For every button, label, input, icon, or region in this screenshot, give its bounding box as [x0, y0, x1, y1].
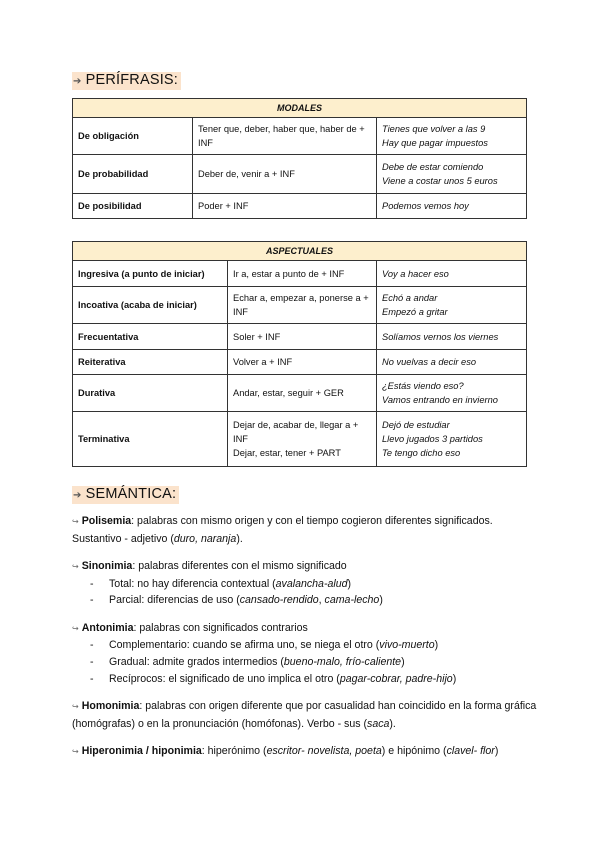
example-text: pagar-cobrar, padre-hijo — [339, 672, 453, 685]
term: Antonimia — [81, 621, 134, 634]
heading-text: PERÍFRASIS: — [85, 72, 179, 88]
text: ) — [434, 639, 439, 652]
row-label: Reiterativa — [73, 350, 228, 375]
hook-arrow-icon: ↪ — [72, 701, 79, 711]
text: Complementario: cuando se afirma uno, se niega el otro ( — [109, 639, 380, 652]
construction: Ir a, estar a punto de + INF — [228, 261, 377, 287]
table-row — [73, 287, 527, 324]
arrow-icon: ➔ — [73, 76, 82, 87]
term: Hiperonimia / hiponimia — [81, 744, 202, 757]
example: Debe de estar comiendo Viene a costar unos 5 euros — [377, 155, 527, 194]
text: ). — [236, 532, 243, 545]
example-text: bueno-malo, frío-caliente — [283, 655, 402, 668]
semantica-item — [72, 513, 542, 547]
dash-bullet: - — [90, 655, 94, 668]
term: Polisemia — [81, 515, 132, 527]
example: Solíamos vernos los viernes — [377, 324, 527, 350]
example-text: avalancha-alud — [275, 577, 348, 590]
example-text: duro, naranja — [173, 532, 237, 545]
text: : palabras diferentes con el mismo significado — [132, 559, 347, 572]
text: ) — [401, 655, 405, 668]
row-label: De obligación — [73, 118, 193, 155]
sub-item — [72, 654, 542, 671]
term: Sinonimia — [81, 559, 133, 572]
table-header: ASPECTUALES — [73, 242, 527, 261]
table-row — [73, 155, 527, 194]
example: Podemos vemos hoy — [377, 194, 527, 219]
example: Echó a andar Empezó a gritar — [377, 287, 527, 324]
example-text: saca — [367, 717, 390, 730]
table-row — [73, 118, 527, 155]
dash-bullet: - — [90, 594, 94, 607]
heading-semantica — [72, 486, 179, 504]
row-label: De posibilidad — [73, 194, 193, 219]
text: , — [318, 594, 325, 607]
heading-text: SEMÁNTICA: — [85, 486, 177, 502]
construction: Tener que, deber, haber que, haber de + INF — [193, 118, 377, 155]
text: : palabras con mismo origen y con el tiempo cogieron diferentes significados. Sustantivo - adjetivo ( — [72, 515, 493, 545]
semantica-item — [72, 620, 542, 688]
sub-item — [72, 576, 542, 593]
text: : hiperónimo ( — [201, 744, 267, 757]
text: ). — [389, 717, 396, 730]
construction: Deber de, venir a + INF — [193, 155, 377, 194]
text: Gradual: admite grados intermedios ( — [109, 655, 284, 668]
example-text: escritor- novelista, poeta — [266, 744, 382, 757]
text: ) — [452, 672, 457, 685]
example: Tienes que volver a las 9 Hay que pagar impuestos — [377, 118, 527, 155]
hook-arrow-icon: ↪ — [72, 623, 79, 633]
example: ¿Estás viendo eso? Vamos entrando en invierno — [377, 375, 527, 412]
text: : palabras con origen diferente que por casualidad han coincidido en la forma gráfica (homógrafas) o en la pronunciación (homófonas). Verbo - sus ( — [72, 699, 537, 730]
table-row — [73, 412, 527, 467]
aspectuales-table — [72, 241, 527, 467]
semantica-item — [72, 558, 542, 609]
table-row — [73, 194, 527, 219]
hook-arrow-icon: ↪ — [72, 517, 79, 526]
construction: Echar a, empezar a, ponerse a + INF — [228, 287, 377, 324]
example: Dejó de estudiar Llevo jugados 3 partidos Te tengo dicho eso — [377, 412, 527, 467]
semantica-item — [72, 743, 542, 761]
hook-arrow-icon: ↪ — [72, 746, 79, 756]
sub-item — [72, 637, 542, 654]
construction: Dejar de, acabar de, llegar a + INF Dejar, estar, tener + PART — [228, 412, 377, 467]
example-text: cama-lecho — [324, 594, 380, 607]
text: Parcial: diferencias de uso ( — [109, 594, 240, 607]
text: Total: no hay diferencia contextual ( — [109, 577, 276, 590]
text: ) — [494, 744, 499, 757]
example-text: vivo-muerto — [379, 639, 435, 652]
table-header: MODALES — [73, 99, 527, 118]
dash-bullet: - — [90, 577, 94, 590]
text: ) — [379, 594, 383, 607]
construction: Soler + INF — [228, 324, 377, 350]
table-row — [73, 324, 527, 350]
modales-table — [72, 98, 527, 219]
dash-bullet: - — [90, 639, 94, 652]
example-text: clavel- flor — [446, 744, 495, 757]
term: Homonimia — [81, 699, 140, 712]
text: Recíprocos: el significado de uno implica el otro ( — [109, 672, 340, 685]
example: Voy a hacer eso — [377, 261, 527, 287]
text: : palabras con significados contrarios — [133, 621, 308, 634]
construction: Poder + INF — [193, 194, 377, 219]
row-label: Ingresiva (a punto de iniciar) — [73, 261, 228, 287]
text: ) e hipónimo ( — [381, 744, 447, 757]
example-text: cansado-rendido — [239, 594, 319, 607]
sub-item — [72, 671, 542, 688]
text: ) — [347, 577, 352, 590]
table-row — [73, 350, 527, 375]
row-label: Terminativa — [73, 412, 228, 467]
row-label: De probabilidad — [73, 155, 193, 194]
construction: Volver a + INF — [228, 350, 377, 375]
row-label: Incoativa (acaba de iniciar) — [73, 287, 228, 324]
example: No vuelvas a decir eso — [377, 350, 527, 375]
dash-bullet: - — [90, 672, 94, 685]
table-row — [73, 261, 527, 287]
hook-arrow-icon: ↪ — [72, 561, 79, 571]
sub-item — [72, 592, 542, 609]
row-label: Durativa — [73, 375, 228, 412]
row-label: Frecuentativa — [73, 324, 228, 350]
semantica-item — [72, 698, 542, 732]
semantica-list — [72, 513, 542, 771]
table-row — [73, 375, 527, 412]
heading-perifrasis — [72, 72, 181, 90]
arrow-icon: ➔ — [73, 490, 82, 501]
construction: Andar, estar, seguir + GER — [228, 375, 377, 412]
